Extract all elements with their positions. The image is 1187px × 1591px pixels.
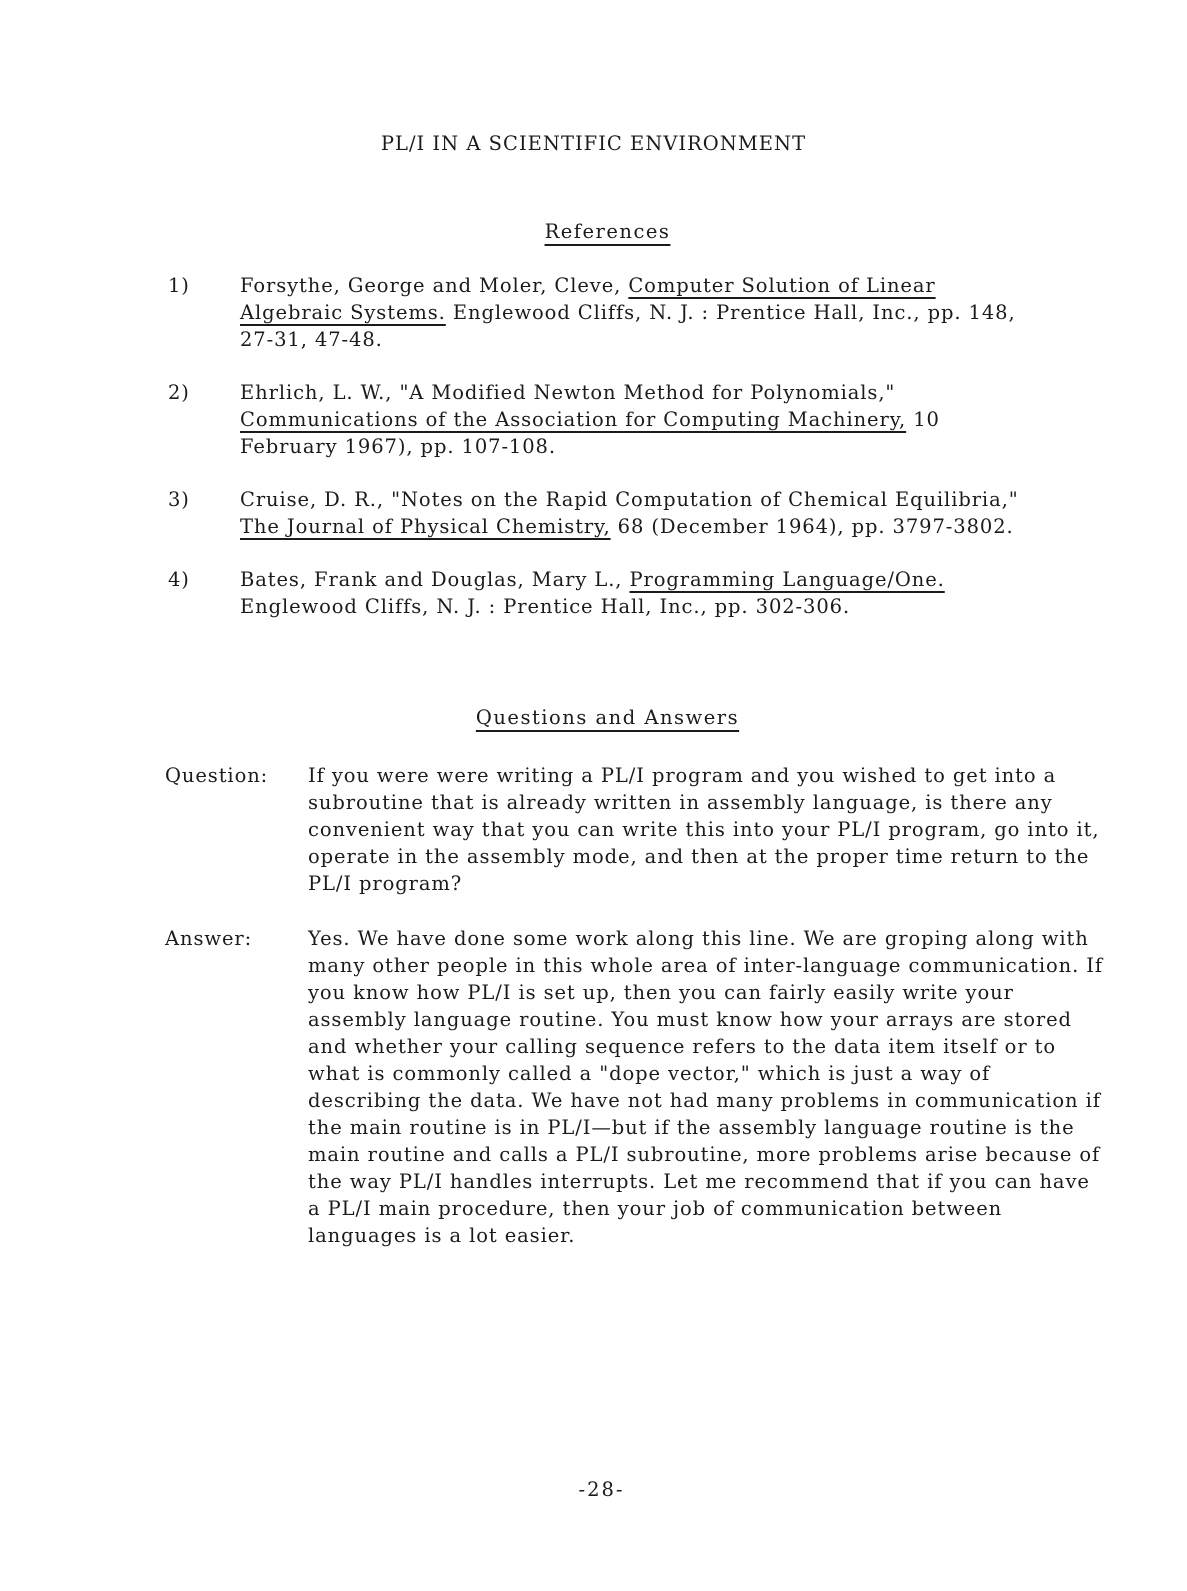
- reference-citation: [240, 272, 1040, 353]
- reference-work-title: The Journal of Physical Chemistry,: [240, 515, 611, 538]
- reference-work-title: Programming Language/One.: [629, 568, 945, 591]
- reference-number: 2): [168, 381, 190, 404]
- qa-heading: [14, 706, 1187, 729]
- answer-block: [165, 925, 1115, 1249]
- references-heading-text: References: [544, 220, 671, 243]
- qa-heading-text: Questions and Answers: [475, 706, 740, 729]
- reference-details: 10 February 1967), pp. 107-108.: [240, 408, 940, 458]
- reference-details: 68 (December 1964), pp. 3797-3802.: [610, 515, 1014, 538]
- question-block: [165, 762, 1115, 897]
- reference-item: [168, 272, 1068, 353]
- reference-item: [168, 566, 1068, 620]
- reference-authors: Ehrlich, L. W., "A Modified Newton Method for Polynomials,": [240, 381, 896, 404]
- question-text: If you were were writing a PL/I program and you wished to get into a subroutine that is already written in assembly language, is there any convenient way that you can write this into your PL/I program, go into it, operate in the assembly mode, and then at the proper time return to the PL/I program?: [308, 764, 1100, 895]
- reference-work-title: Computer Solution of Linear Algebraic Systems.: [240, 274, 936, 324]
- reference-item: [168, 486, 1068, 540]
- reference-number: 3): [168, 488, 190, 511]
- answer-label: Answer:: [165, 927, 253, 950]
- reference-authors: Forsythe, George and Moler, Cleve,: [240, 274, 629, 297]
- reference-item: [168, 379, 1068, 460]
- references-heading: [14, 220, 1187, 243]
- reference-number: 1): [168, 274, 190, 297]
- page-number: -28-: [578, 1478, 625, 1501]
- question-label: Question:: [165, 764, 269, 787]
- reference-authors: Bates, Frank and Douglas, Mary L.,: [240, 568, 630, 591]
- answer-text: Yes. We have done some work along this line. We are groping along with many other people in this whole area of inter-language communication. If you know how PL/I is set up, then you can fairly easily write your assembly language routine. You must know how your arrays are stored and whether your calling sequence refers to the data item itself or to what is commonly called a "dope vector," which is just a way of describing the data. We have not had many problems in communication if the main routine is in PL/I—but if the assembly language routine is the main routine and calls a PL/I subroutine, more problems arise because of the way PL/I handles interrupts. Let me recommend that if you can have a PL/I main procedure, then your job of communication between languages is a lot easier.: [308, 927, 1103, 1247]
- reference-citation: [240, 566, 1040, 620]
- reference-citation: [240, 379, 1040, 460]
- reference-work-title: Communications of the Association for Computing Machinery,: [240, 408, 907, 431]
- reference-details: Englewood Cliffs, N. J. : Prentice Hall, Inc., pp. 148, 27-31, 47-48.: [240, 301, 1016, 351]
- document-title: PL/I IN A SCIENTIFIC ENVIRONMENT: [380, 132, 807, 155]
- reference-list: [168, 272, 1068, 646]
- reference-details: Englewood Cliffs, N. J. : Prentice Hall, Inc., pp. 302-306.: [240, 595, 851, 618]
- reference-number: 4): [168, 568, 190, 591]
- reference-authors: Cruise, D. R., "Notes on the Rapid Computation of Chemical Equilibria,": [240, 488, 1019, 511]
- reference-citation: [240, 486, 1040, 540]
